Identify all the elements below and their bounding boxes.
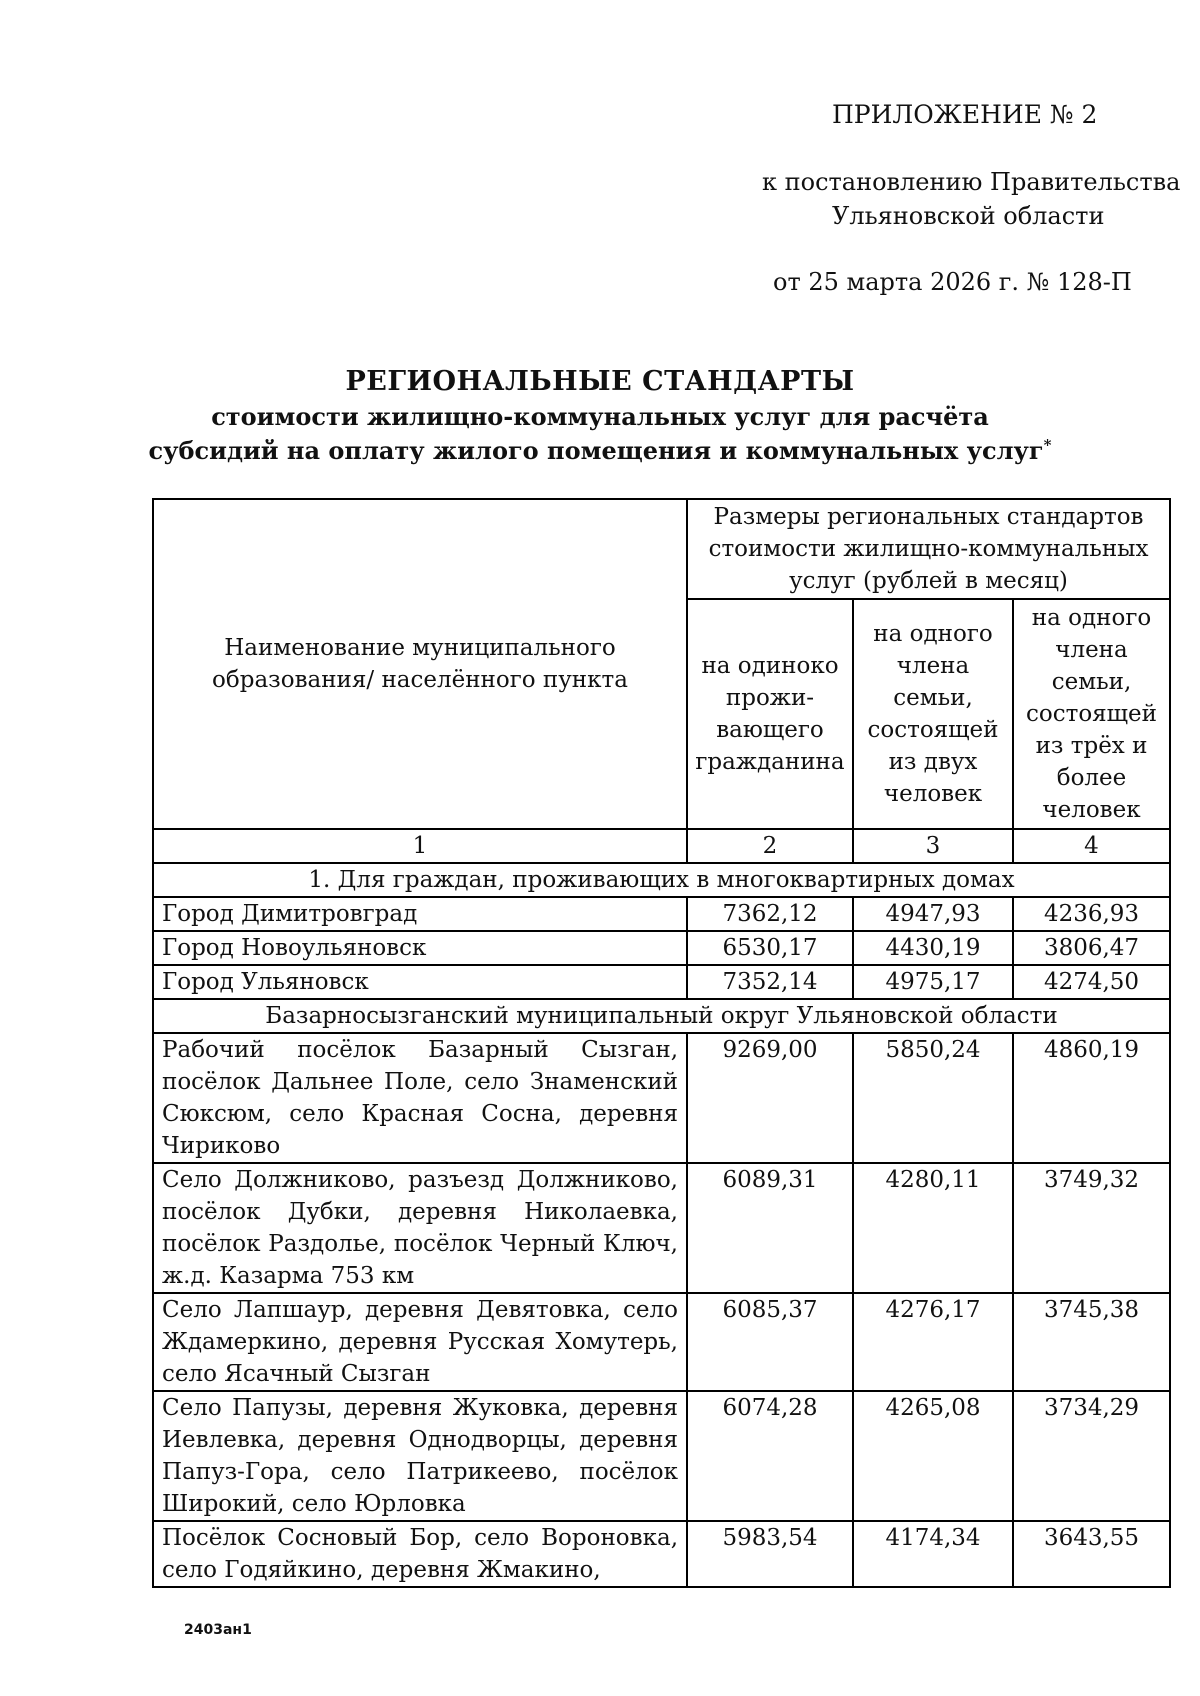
value-single: 7352,14	[687, 965, 853, 999]
value-three-plus: 3734,29	[1013, 1391, 1170, 1521]
value-two: 4975,17	[853, 965, 1013, 999]
table-row	[153, 1391, 1170, 1521]
row-name: Город Ульяновск	[153, 965, 687, 999]
value-two: 4265,08	[853, 1391, 1013, 1521]
header-three-plus-family: на одного члена семьи, состоящей из трёх и более человек	[1013, 599, 1170, 829]
row-name: Село Лапшаур, деревня Девятовка, село Ждамеркино, деревня Русская Хомутерь, село Ясачный Сызган	[153, 1293, 687, 1391]
column-number: 2	[687, 829, 853, 863]
column-number: 1	[153, 829, 687, 863]
decree-line-2: Ульяновской области	[832, 202, 1105, 230]
row-name: Посёлок Сосновый Бор, село Вороновка, село Годяйкино, деревня Жмакино,	[153, 1521, 687, 1587]
value-two: 4174,34	[853, 1521, 1013, 1587]
header-standards-group: Размеры региональных стандартов стоимости жилищно-коммунальных услуг (рублей в месяц)	[687, 499, 1170, 599]
value-three-plus: 4860,19	[1013, 1033, 1170, 1163]
value-single: 7362,12	[687, 897, 853, 931]
table-row	[153, 1033, 1170, 1163]
header-single-citizen: на одиноко прожи-вающего гражданина	[687, 599, 853, 829]
value-three-plus: 3806,47	[1013, 931, 1170, 965]
value-three-plus: 4274,50	[1013, 965, 1170, 999]
row-name: Село Папузы, деревня Жуковка, деревня Иевлевка, деревня Однодворцы, деревня Папуз-Гора, село Патрикеево, посёлок Широкий, село Юрловка	[153, 1391, 687, 1521]
section-heading: 1. Для граждан, проживающих в многоквартирных домах	[153, 863, 1170, 897]
value-three-plus: 3745,38	[1013, 1293, 1170, 1391]
row-name: Село Должниково, разъезд Должниково, посёлок Дубки, деревня Николаевка, посёлок Раздолье, посёлок Черный Ключ, ж.д. Казарма 753 км	[153, 1163, 687, 1293]
header-two-person-family: на одного члена семьи, состоящей из двух человек	[853, 599, 1013, 829]
value-two: 4276,17	[853, 1293, 1013, 1391]
table-row	[153, 931, 1170, 965]
subtitle-text: субсидий на оплату жилого помещения и коммунальных услуг	[148, 436, 1044, 465]
table-row	[153, 1163, 1170, 1293]
table-row	[153, 965, 1170, 999]
document-subtitle-2	[0, 436, 1200, 465]
value-single: 6530,17	[687, 931, 853, 965]
value-single: 6074,28	[687, 1391, 853, 1521]
value-two: 4947,93	[853, 897, 1013, 931]
decree-date: от 25 марта 2026 г. № 128-П	[773, 268, 1132, 296]
standards-table	[152, 498, 1171, 1588]
document-subtitle-1: стоимости жилищно-коммунальных услуг для расчёта	[211, 402, 989, 431]
decree-line-1: к постановлению Правительства	[762, 168, 1181, 196]
document-title: РЕГИОНАЛЬНЫЕ СТАНДАРТЫ	[345, 366, 855, 397]
value-single: 9269,00	[687, 1033, 853, 1163]
footnote-mark: *	[1043, 436, 1052, 454]
value-single: 6089,31	[687, 1163, 853, 1293]
table-row	[153, 1293, 1170, 1391]
header-municipality: Наименование муниципального образования/ населённого пункта	[153, 499, 687, 829]
value-single: 6085,37	[687, 1293, 853, 1391]
value-two: 4280,11	[853, 1163, 1013, 1293]
value-three-plus: 3643,55	[1013, 1521, 1170, 1587]
value-three-plus: 3749,32	[1013, 1163, 1170, 1293]
table-row	[153, 1521, 1170, 1587]
row-name: Город Димитровград	[153, 897, 687, 931]
column-number: 3	[853, 829, 1013, 863]
value-three-plus: 4236,93	[1013, 897, 1170, 931]
value-single: 5983,54	[687, 1521, 853, 1587]
column-number: 4	[1013, 829, 1170, 863]
row-name: Город Новоульяновск	[153, 931, 687, 965]
row-name: Рабочий посёлок Базарный Сызган, посёлок Дальнее Поле, село Знаменский Сюксюм, село Красная Сосна, деревня Чириково	[153, 1033, 687, 1163]
value-two: 4430,19	[853, 931, 1013, 965]
value-two: 5850,24	[853, 1033, 1013, 1163]
document-code: 2403ан1	[184, 1622, 252, 1638]
table-row	[153, 897, 1170, 931]
district-heading: Базарносызганский муниципальный округ Ульяновской области	[153, 999, 1170, 1033]
appendix-label: ПРИЛОЖЕНИЕ № 2	[832, 100, 1098, 129]
